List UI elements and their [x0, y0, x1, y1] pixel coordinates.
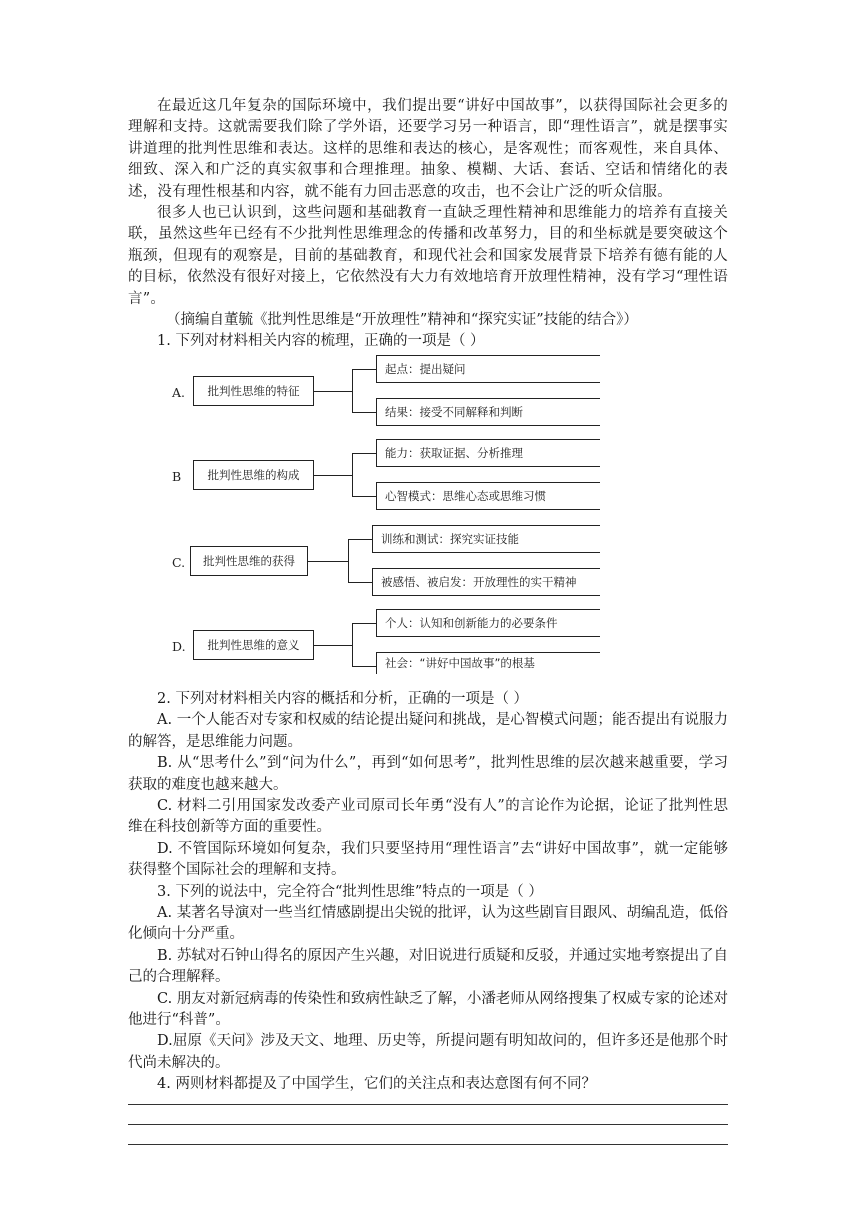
passage-paragraph-1: 在最近这几年复杂的国际环境中，我们提出要“讲好中国故事”，以获得国际社会更多的理解和支持。这就需要我们除了学外语，还要学习另一种语言，即“理性语言”，就是摆事实讲道理的批判性思维和表达。这样的思维和表达的核心，是客观性；而客观性，来自具体、细致、深入和广泛的真实叙事和合理推理。抽象、模糊、大话、套话、空话和情绪化的表述，没有理性根基和内容，就不能有力回击恶意的攻击，也不会让广泛的听众信服。: [128, 98, 728, 200]
answer-line[interactable]: [128, 1104, 728, 1105]
option-c-main-box: 批判性思维的获得: [190, 546, 308, 576]
question-1-diagrams: [128, 355, 728, 685]
option-c-letter: C.: [172, 554, 186, 570]
option-a-sub-box-1: 起点：提出疑问: [376, 355, 600, 383]
question-3-stem: 3. 下列的说法中，完全符合“批判性思维”特点的一项是（ ）: [157, 883, 543, 900]
question-1-stem: 1. 下列对材料相关内容的梳理，正确的一项是（ ）: [157, 333, 485, 350]
option-d-letter: D.: [172, 638, 186, 654]
question-3-option-c: C. 朋友对新冠病毒的传染性和致病性缺乏了解，小潘老师从网络搜集了权威专家的论述对他进行“科普”。: [128, 990, 728, 1028]
option-d-diagram: [128, 609, 728, 685]
option-b-main-box: 批判性思维的构成: [193, 460, 314, 490]
passage-source: （摘编自董毓《批判性思维是“开放理性”精神和“探究实证”技能的结合》）: [166, 312, 638, 329]
option-b-sub-box-2: 心智模式：思维心态或思维习惯: [376, 482, 600, 510]
option-d-sub-box-2: 社会：“讲好中国故事”的根基: [376, 652, 600, 674]
option-a-sub-box-2: 结果：接受不同解释和判断: [376, 398, 600, 426]
question-3-option-a: A. 某著名导演对一些当红情感剧提出尖锐的批评，认为这些剧盲目跟风、胡编乱造，低俗化倾向十分严重。: [128, 904, 728, 943]
question-3-option-b: B. 苏轼对石钟山得名的原因产生兴趣，对旧说进行质疑和反驳，并通过实地考察提出了自己的合理解释。: [128, 947, 728, 986]
option-a-letter: A.: [172, 384, 186, 400]
option-b-sub-box-1: 能力：获取证据、分析推理: [376, 439, 600, 467]
question-2-option-c: C. 材料二引用国家发改委产业司原司长年勇“没有人”的言论作为论据，论证了批判性思维在科技创新等方面的重要性。: [128, 797, 728, 836]
option-a-main-box: 批判性思维的特征: [193, 376, 314, 406]
question-2-option-b: B. 从“思考什么”到“问为什么”，再到“如何思考”，批判性思维的层次越来越重要，学习获取的难度也越来越大。: [128, 755, 728, 793]
answer-line[interactable]: [128, 1124, 728, 1125]
question-3-option-d: D.屈原《天问》涉及天文、地理、历史等，所提问题有明知故问的，但许多还是他那个时代尚未解决的。: [128, 1033, 728, 1071]
question-2-option-d: D. 不管国际环境如何复杂，我们只要坚持用“理性语言”去“讲好中国故事”，就一定能够获得整个国际社会的理解和支持。: [128, 840, 728, 879]
option-c-diagram: [128, 525, 728, 601]
option-c-sub-box-2: 被感悟、被启发：开放理性的实干精神: [372, 568, 600, 596]
answer-line[interactable]: [128, 1144, 728, 1145]
option-a-diagram: [128, 355, 728, 431]
question-4-stem: 4. 两则材料都提及了中国学生，它们的关注点和表达意图有何不同？: [157, 1076, 596, 1093]
option-b-letter: B: [172, 468, 182, 484]
option-d-sub-box-1: 个人：认知和创新能力的必要条件: [376, 609, 600, 637]
worksheet: [128, 96, 728, 1164]
option-b-diagram: [128, 439, 728, 515]
option-d-main-box: 批判性思维的意义: [193, 630, 314, 660]
answer-lines[interactable]: [128, 1104, 728, 1145]
option-c-sub-box-1: 训练和测试：探究实证技能: [372, 525, 600, 553]
question-2-stem: 2. 下列对材料相关内容的概括和分析，正确的一项是（ ）: [157, 690, 529, 707]
passage-paragraph-2: 很多人也已认识到，这些问题和基础教育一直缺乏理性精神和思维能力的培养有直接关联，虽然这些年已经有不少批判性思维理念的传播和改革努力，目的和坐标就是要突破这个瓶颈，但现有的观察是，目前的基础教育，和现代社会和国家发展背景下培养有德有能的人的目标，依然没有很好对接上，它依然没有大力有效地培育开放理性精神，没有学习“理性语言”。: [128, 205, 728, 307]
question-2-option-a: A. 一个人能否对专家和权威的结论提出疑问和挑战，是心智模式问题；能否提出有说服力的解答，是思维能力问题。: [128, 712, 728, 750]
